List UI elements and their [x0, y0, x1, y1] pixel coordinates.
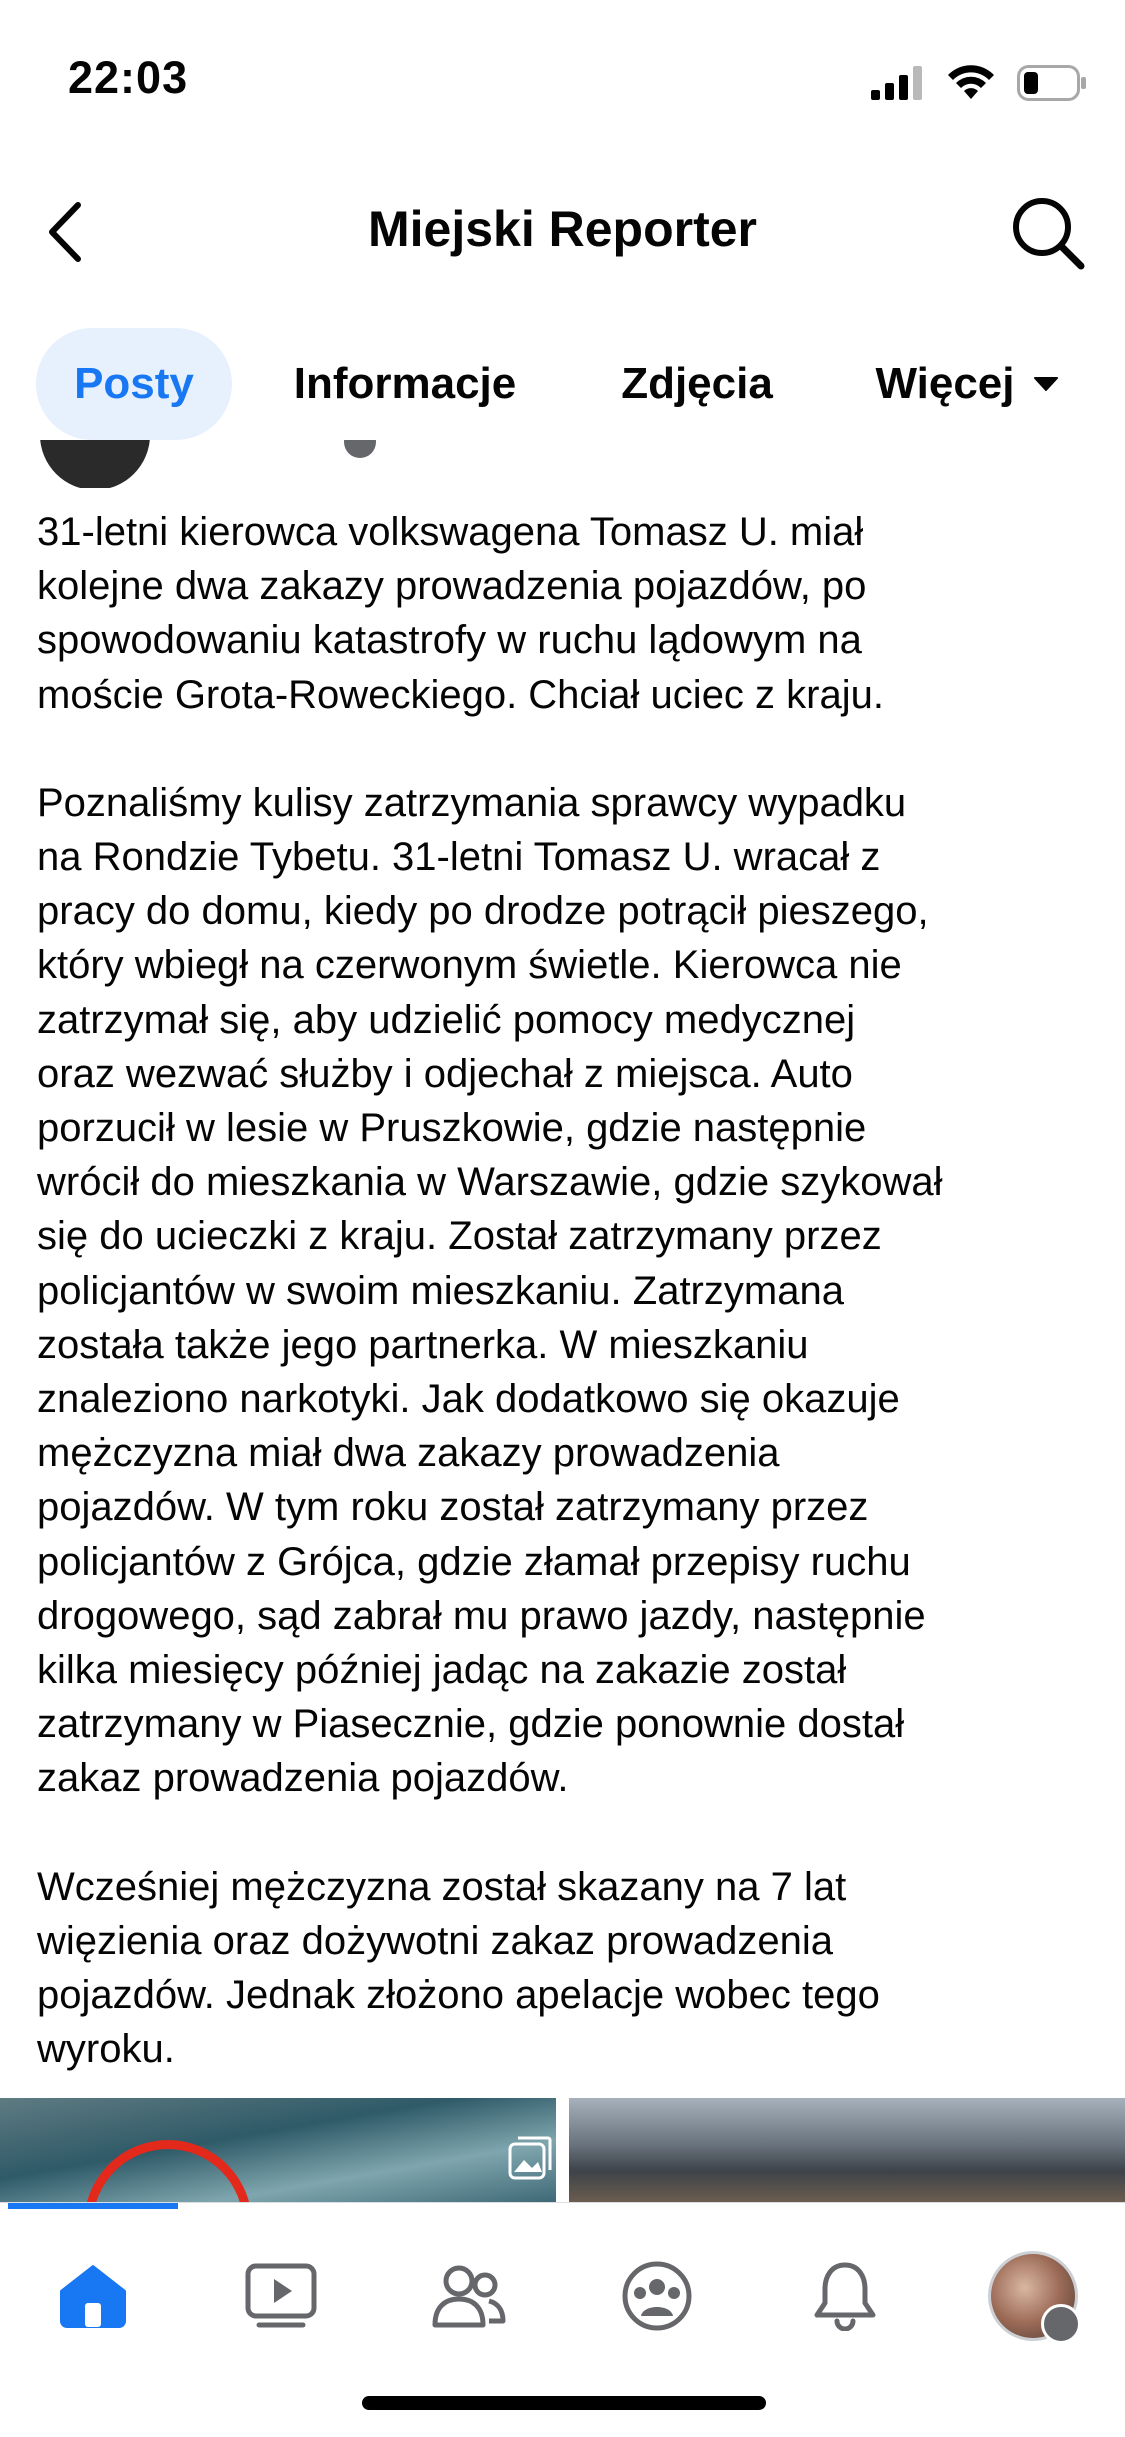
post-paragraph: Poznaliśmy kulisy zatrzymania sprawcy wypadku na Rondzie Tybetu. 31-letni Tomasz U. wracał z pracy do domu, kiedy po drodze potrącił pieszego, który wbiegł na czerwonym świetle. Kierowca nie zatrzymał się, aby udzielić pomocy medycznej oraz wezwać służby i odjechał z miejsca. Auto porzucił w lesie w Pruszkowie, gdzie następnie wrócił do mieszkania w Warszawie, gdzie szykował się do ucieczki z kraju. Został zatrzymany przez policjantów w swoim mieszkaniu. Zatrzymana została także jego partnerka. W mieszkaniu znaleziono narkotyki. Jak dodatkowo się okazuje mężczyzna miał dwa zakazy prowadzenia pojazdów. W tym roku został zatrzymany przez policjantów z Grójca, gdzie złamał przepisy ruchu drogowego, sąd zabrał mu prawo jazdy, następnie kilka miesięcy później jadąc na zakazie został zatrzymany w Piasecznie, gdzie ponownie dostał zakaz prowadzenia pojazdów. [37, 780, 943, 1801]
gallery-icon [508, 2136, 552, 2182]
battery-icon [1017, 65, 1087, 101]
groups-icon [621, 2260, 693, 2332]
nav-home[interactable] [38, 2241, 148, 2351]
tab-information[interactable]: Informacje [293, 359, 517, 408]
cellular-signal-icon [871, 66, 925, 100]
menu-icon [1041, 2304, 1081, 2344]
page-avatar[interactable] [40, 440, 150, 488]
profile-avatar [988, 2251, 1078, 2341]
active-tab-indicator [8, 2203, 178, 2209]
status-time: 22:03 [68, 52, 189, 103]
page-header [0, 170, 1125, 290]
post-paragraph: 31-letni kierowca volkswagena Tomasz U. miał kolejne dwa zakazy prowadzenia pojazdów, po spowodowaniu katastrofy w ruchu lądowym na moście Grota-Roweckiego. Chciał uciec z kraju. [37, 510, 884, 717]
red-circle-marker [84, 2140, 252, 2202]
caret-down-icon [1033, 376, 1059, 392]
nav-friends[interactable] [414, 2241, 524, 2351]
post-body [37, 505, 1117, 2076]
tab-more-label: Więcej [875, 359, 1015, 408]
search-button[interactable] [1009, 194, 1087, 272]
post-paragraph: Wcześniej mężczyzna został skazany na 7 lat więzienia oraz dożywotni zakaz prowadzenia pojazdów. Jednak złożono apelacje wobec tego wyroku. [37, 1864, 880, 2072]
nav-video[interactable] [226, 2241, 336, 2351]
video-icon [245, 2263, 317, 2329]
home-indicator[interactable] [362, 2396, 766, 2410]
status-icons [871, 58, 1087, 108]
search-icon [1009, 194, 1087, 272]
tab-posts[interactable]: Posty [36, 328, 232, 440]
tab-more[interactable] [848, 328, 1086, 440]
post-header [0, 440, 1125, 488]
tab-photos[interactable]: Zdjęcia [621, 359, 773, 408]
post-photo-1[interactable] [0, 2098, 556, 2202]
wifi-icon [947, 65, 995, 101]
home-icon [58, 2263, 128, 2329]
status-bar [0, 0, 1125, 150]
post-photo-2[interactable] [569, 2098, 1125, 2202]
friends-icon [431, 2263, 507, 2329]
globe-icon [344, 440, 376, 458]
notifications-bell-icon [813, 2261, 877, 2331]
nav-profile[interactable] [978, 2241, 1088, 2351]
nav-notifications[interactable] [790, 2241, 900, 2351]
profile-tabs [0, 328, 1125, 440]
nav-groups[interactable] [602, 2241, 712, 2351]
page-title: Miejski Reporter [367, 201, 757, 257]
